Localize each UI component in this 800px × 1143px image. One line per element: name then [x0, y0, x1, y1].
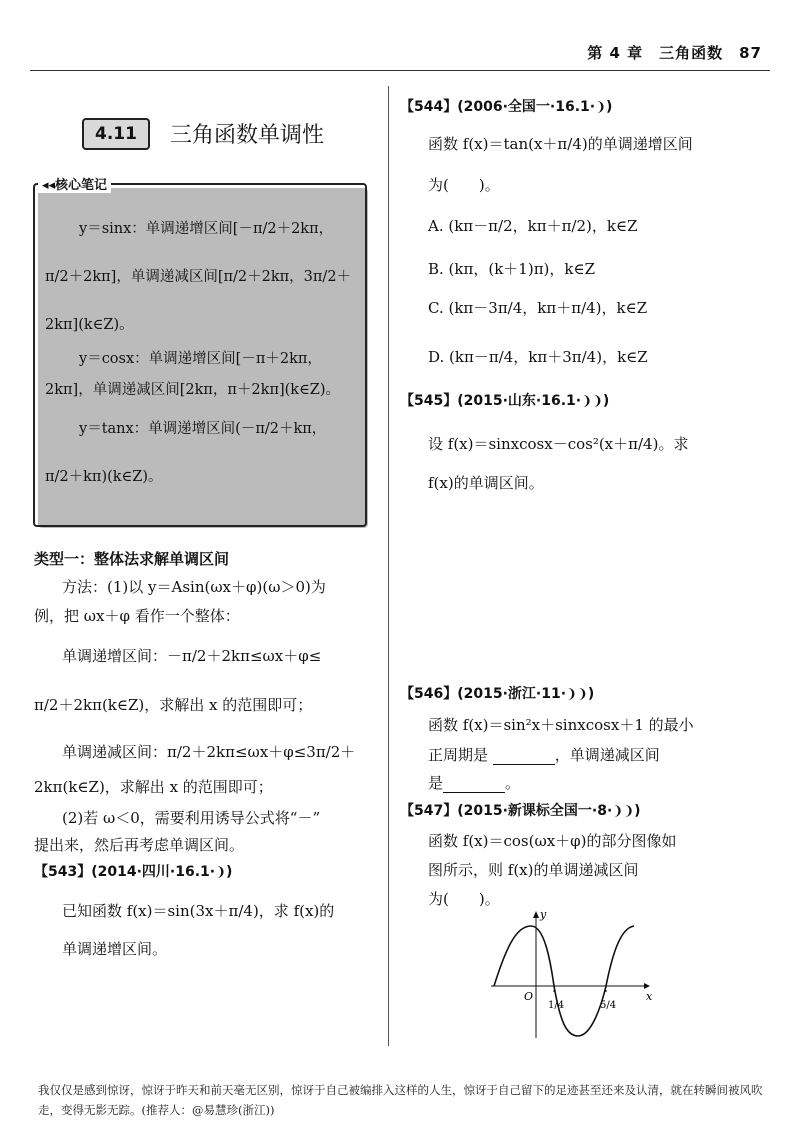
note-line: y＝sinx：单调递增区间[－π/2＋2kπ， — [79, 221, 334, 237]
type1-line: 2kπ(k∈Z)，求解出 x 的范围即可； — [34, 778, 273, 796]
y-axis-label: y — [540, 908, 547, 921]
answer-blank[interactable] — [493, 750, 555, 765]
text-fragment: 。 — [505, 774, 521, 792]
core-notes-box — [33, 183, 367, 527]
problem-tag-text: 【543】(2014·四川·16.1· — [34, 864, 216, 880]
problem-546-line — [428, 744, 660, 765]
type1-line: 单调递减区间：π/2＋2kπ≤ωx＋φ≤3π/2＋ — [62, 743, 356, 761]
problem-tag-close: ) — [226, 864, 233, 880]
problem-tag-close: ) — [606, 99, 613, 115]
problem-544-line: 为( )。 — [428, 176, 500, 194]
problem-547-line: 图所示，则 f(x)的单调递减区间 — [428, 861, 639, 879]
note-line: 2kπ]，单调递减区间[2kπ，π＋2kπ](k∈Z)。 — [45, 382, 341, 398]
problem-546-line — [428, 772, 520, 793]
note-line: 2kπ](k∈Z)。 — [45, 317, 134, 333]
note-line: y＝cosx：单调递增区间[－π＋2kπ， — [79, 351, 322, 367]
page-header: 第 4 章 三角函数 87 — [587, 44, 762, 62]
problem-543-line: 单调递增区间。 — [62, 940, 168, 958]
answer-blank[interactable] — [443, 778, 505, 793]
difficulty-moon-icon: ❩❩ — [612, 804, 635, 819]
section-number-badge: 4.11 — [82, 118, 150, 150]
text-fragment: 正周期是 — [428, 746, 489, 764]
cosine-graph — [486, 908, 656, 1043]
type1-heading: 类型一：整体法求解单调区间 — [34, 550, 230, 568]
option-c: C. (kπ－3π/4，kπ＋π/4)，k∈Z — [428, 299, 648, 317]
type1-line: π/2＋2kπ(k∈Z)，求解出 x 的范围即可； — [34, 696, 313, 714]
type1-line: 方法：(1)以 y＝Asin(ωx＋φ)(ω＞0)为 — [62, 578, 326, 596]
type1-line: 提出来，然后再考虑单调区间。 — [34, 836, 245, 854]
column-divider — [388, 86, 389, 1046]
problem-546-tag — [400, 683, 594, 703]
difficulty-moon-icon: ❩❩ — [566, 687, 588, 702]
problem-544-tag — [400, 96, 612, 116]
section-title: 三角函数单调性 — [170, 123, 325, 148]
text-fragment: ，单调递减区间 — [554, 746, 660, 764]
problem-545-line: 设 f(x)＝sinxcosx－cos²(x＋π/4)。求 — [428, 435, 689, 453]
note-line: π/2＋kπ)(k∈Z)。 — [45, 469, 163, 485]
cosine-curve — [494, 926, 634, 1036]
problem-546-line: 函数 f(x)＝sin²x＋sinxcosx＋1 的最小 — [428, 716, 694, 734]
header-divider — [30, 70, 770, 71]
difficulty-moon-icon: ❩ — [595, 100, 606, 115]
problem-tag-text: 【547】(2015·新课标全国一·8· — [400, 803, 613, 819]
problem-545-line: f(x)的单调区间。 — [428, 474, 544, 492]
difficulty-moon-icon: ❩❩ — [581, 394, 603, 409]
problem-543-tag — [34, 861, 232, 881]
x-axis-arrow — [644, 983, 650, 989]
difficulty-moon-icon: ❩ — [215, 865, 226, 880]
option-a: A. (kπ－π/2，kπ＋π/2)，k∈Z — [428, 217, 638, 235]
problem-545-tag — [400, 390, 609, 410]
type1-line: 单调递增区间：－π/2＋2kπ≤ωx＋φ≤ — [62, 647, 322, 665]
origin-label: O — [524, 990, 534, 1003]
note-line: y＝tanx：单调递增区间(－π/2＋kπ， — [79, 421, 327, 437]
note-line: π/2＋2kπ]，单调递减区间[π/2＋2kπ，3π/2＋ — [45, 269, 352, 285]
type1-line: (2)若 ω＜0，需要利用诱导公式将“－” — [62, 809, 321, 827]
x-axis-label: x — [646, 990, 653, 1003]
footer-quote: 我仅仅是感到惊讶，惊讶于昨天和前天毫无区别，惊讶于自己被编排入这样的人生，惊讶于自己留下的足迹甚至还来及认清，就在转瞬间被风吹走，变得无影无踪。(推荐人：@易慧珍(浙江)) — [38, 1083, 763, 1117]
problem-tag-close: ) — [602, 393, 610, 409]
text-fragment: 是 — [428, 774, 444, 792]
core-notes-label: ◂◂核心笔记 — [38, 174, 111, 193]
problem-tag-text: 【546】(2015·浙江·11· — [400, 686, 567, 702]
option-d: D. (kπ－π/4，kπ＋3π/4)，k∈Z — [428, 348, 648, 366]
problem-544-line: 函数 f(x)＝tan(x＋π/4)的单调递增区间 — [428, 135, 693, 153]
problem-547-tag — [400, 800, 641, 820]
problem-tag-text: 【545】(2015·山东·16.1· — [400, 393, 582, 409]
problem-tag-close: ) — [634, 803, 641, 819]
problem-tag-close: ) — [587, 686, 595, 702]
type1-line: 例，把 ωx＋φ 看作一个整体： — [34, 607, 240, 625]
y-axis-arrow — [533, 911, 539, 918]
problem-547-line: 函数 f(x)＝cos(ωx＋φ)的部分图像如 — [428, 832, 677, 850]
tick-label-2: 5/4 — [600, 1000, 617, 1011]
option-b: B. (kπ，(k＋1)π)，k∈Z — [428, 260, 596, 278]
tick-label-1: 1/4 — [548, 1000, 565, 1011]
problem-543-line: 已知函数 f(x)＝sin(3x＋π/4)，求 f(x)的 — [62, 902, 335, 920]
problem-tag-text: 【544】(2006·全国一·16.1· — [400, 99, 596, 115]
problem-547-line: 为( )。 — [428, 890, 500, 908]
